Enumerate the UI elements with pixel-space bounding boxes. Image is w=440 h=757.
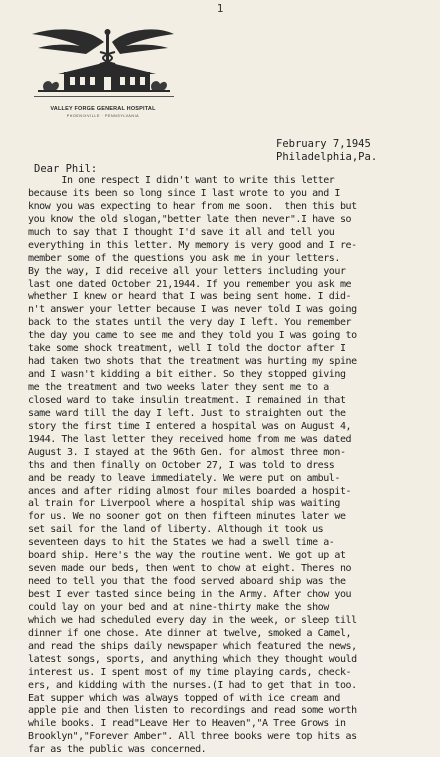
body-line: need to tell you that the food served aboard ship was the (28, 576, 346, 588)
body-line: you know the old slogan,"better late then never".I have so (28, 213, 352, 225)
body-line: member some of the questions you ask me in your letters. (28, 252, 340, 264)
body-line: because its been so long since I last wrote to you and I (28, 187, 340, 199)
body-line: al train for Liverpool where a hospital ship was waiting (28, 498, 340, 510)
body-line: 1944. The last letter they received home from me was dated (28, 433, 352, 445)
body-line: ances and after riding almost four miles boarded a hospit- (28, 485, 352, 497)
body-line: far as the public was concerned. (28, 744, 207, 756)
body-line: which we had scheduled every day in the week, or sleep till (28, 614, 357, 626)
body-line: back to the states until the very day I left. You remember (28, 317, 352, 329)
body-line: n't answer your letter because I was never told I was going (28, 304, 357, 316)
salutation: Dear Phil: (34, 163, 98, 175)
body-line: interest us. I spent most of my time playing cards, check- (28, 666, 352, 678)
body-line: story the first time I entered a hospital was on August 4, (28, 420, 352, 432)
body-line: everything in this letter. My memory is very good and I re- (28, 239, 357, 251)
body-line: take some shock treatment, well I told the doctor after I (28, 343, 346, 355)
body-line: seventeen days to hit the States we had a swell time a- (28, 537, 335, 549)
body-line: and I wasn't kidding a bit either. So they stopped giving (28, 369, 346, 381)
body-line: while books. I read"Leave Her to Heaven","A Tree Grows in (28, 718, 346, 730)
body-line: me the treatment and two weeks later they sent me to a (28, 382, 329, 393)
body-line: In one respect I didn't want to write this letter (28, 175, 335, 186)
body-line: and read the ships daily newspaper which featured the news, (28, 640, 357, 652)
body-line: ths and then finally on October 27, I was told to dress (28, 459, 335, 471)
body-line: August 3. I stayed at the 96th Gen. for almost three mon- (28, 446, 346, 458)
letter-body (28, 175, 438, 757)
letterhead (28, 22, 178, 122)
body-line: could lay on your bed and at nine-thirty make the show (28, 601, 329, 613)
letter-date: February 7,1945 (276, 138, 371, 150)
letterhead-location: PHOENIXVILLE · PENNSYLVANIA (66, 114, 140, 118)
letter-place: Philadelphia,Pa. (276, 151, 378, 163)
body-line: board ship. Here's the way the routine went. We got up at (28, 550, 346, 562)
page-number: 1 (216, 2, 224, 15)
body-line: apple pie and then listen to recordings and read some worth (28, 705, 357, 717)
body-line: Eat supper which was always topped of with ice cream and (28, 692, 340, 704)
body-line: and be ready to leave immediately. We were put on ambul- (28, 472, 340, 484)
body-line: whether I knew or heard that I was being sent home. I did- (28, 291, 352, 303)
body-line: the day you came to see me and they told you I was going to (28, 330, 357, 342)
body-line: ers, and kidding with the nurses.(I had to get that in too. (28, 679, 357, 691)
body-line: had taken two shots that the treatment was hurting my spine (28, 356, 357, 368)
body-line: Brooklyn","Forever Amber". All three books were top hits as (28, 731, 357, 743)
letterhead-name: VALLEY FORGE GENERAL HOSPITAL (50, 106, 156, 112)
body-line: for us. We no sooner got on then fifteen minutes later we (28, 511, 346, 523)
body-line: much to say that I thought I'd save it all and tell you (28, 226, 335, 238)
body-line: same ward till the day I left. Just to straighten out the (28, 407, 346, 419)
body-line: best I ever tasted since being in the Army. After chow you (28, 589, 352, 600)
body-line: know you was expecting to hear from me soon. then this but (28, 200, 357, 212)
body-line: seven made our beds, then went to chow at eight. Theres no (28, 563, 352, 575)
body-line: set sail for the land of liberty. Although it took us (28, 524, 324, 536)
body-line: latest songs, sports, and anything which they thought would (28, 653, 357, 665)
body-line: closed ward to take insulin treatment. I remained in that (28, 394, 346, 406)
body-line: last one dated October 21,1944. If you remember you ask me (28, 278, 352, 290)
hospital-logo (28, 22, 178, 106)
body-line: By the way, I did receive all your letters including your (28, 265, 346, 277)
dateline (276, 138, 377, 164)
body-line: dinner if one chose. Ate dinner at twelve, smoked a Camel, (28, 627, 352, 639)
